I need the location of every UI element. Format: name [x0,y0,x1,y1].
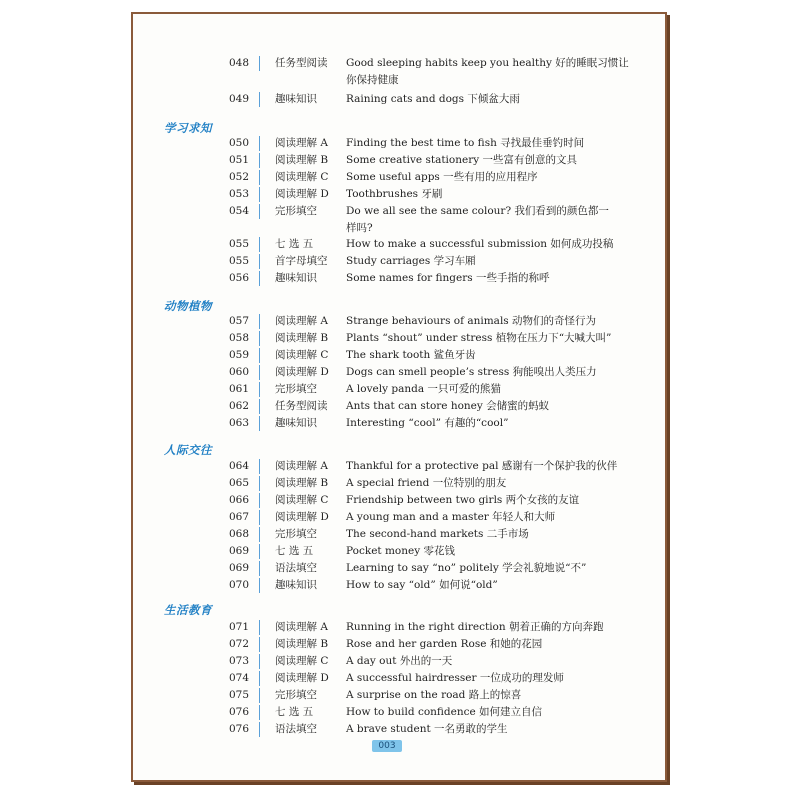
page-ref: 070 [229,579,250,591]
entry-title: Raining cats and dogs 下倾盆大雨 [346,93,520,105]
page-ref: 072 [229,638,250,650]
exercise-type: 完形填空 [275,528,317,540]
divider [259,314,260,329]
divider [259,204,260,219]
exercise-type: 阅读理解 D [275,511,329,523]
page-ref: 071 [229,621,250,633]
page-ref: 053 [229,188,250,200]
exercise-type: 趣味知识 [275,272,317,284]
exercise-type: 阅读理解 B [275,332,329,344]
page-ref: 069 [229,545,250,557]
exercise-type: 趣味知识 [275,417,317,429]
divider [259,544,260,559]
entry-title: A surprise on the road 路上的惊喜 [346,689,522,701]
page-ref: 069 [229,562,250,574]
page-ref: 061 [229,383,250,395]
exercise-type: 完形填空 [275,205,317,217]
exercise-type: 阅读理解 B [275,154,329,166]
page-ref: 051 [229,154,250,166]
divider [259,578,260,593]
exercise-type: 阅读理解 D [275,366,329,378]
exercise-type: 阅读理解 A [275,621,328,633]
entry-title: Strange behaviours of animals 动物们的奇怪行为 [346,315,597,327]
entry-title: A special friend 一位特别的朋友 [346,477,507,489]
divider [259,637,260,652]
exercise-type: 趣味知识 [275,93,317,105]
page-ref: 056 [229,272,250,284]
exercise-type: 阅读理解 B [275,638,329,650]
page-ref: 060 [229,366,250,378]
entry-title: A day out 外出的一天 [346,655,453,667]
entry-title: Rose and her garden Rose 和她的花园 [346,638,543,650]
entry-title: Do we all see the same colour? 我们看到的颜色都一 [346,205,609,217]
exercise-type: 阅读理解 C [275,494,329,506]
exercise-type: 语法填空 [275,723,317,735]
exercise-type: 阅读理解 A [275,137,328,149]
page-ref: 073 [229,655,250,667]
divider [259,527,260,542]
entry-title: Thankful for a protective pal 感谢有一个保护我的伙伴 [346,460,618,472]
divider [259,493,260,508]
page-ref: 050 [229,137,250,149]
divider [259,237,260,252]
divider [259,331,260,346]
entry-title: Friendship between two girls 两个女孩的友谊 [346,494,580,506]
section-title-relationships: 人际交往 [164,443,212,457]
page-ref: 074 [229,672,250,684]
page-number: 003 [372,740,402,752]
divider [259,688,260,703]
entry-title: Finding the best time to fish 寻找最佳垂钓时间 [346,137,585,149]
divider [259,671,260,686]
page-ref: 055 [229,238,250,250]
entry-title: Pocket money 零花钱 [346,545,455,557]
entry-title: Some names for fingers 一些手指的称呼 [346,272,550,284]
exercise-type: 完形填空 [275,689,317,701]
entry-title-continued: 样吗? [346,222,373,234]
exercise-type: 阅读理解 C [275,171,329,183]
divider [259,416,260,431]
exercise-type: 七 选 五 [275,238,314,250]
divider [259,271,260,286]
page-ref: 049 [229,93,250,105]
section-title-learning: 学习求知 [164,121,212,135]
exercise-type: 阅读理解 D [275,672,329,684]
exercise-type: 语法填空 [275,562,317,574]
page-ref: 067 [229,511,250,523]
divider [259,620,260,635]
exercise-type: 任务型阅读 [275,57,328,69]
entry-title: A brave student 一名勇敢的学生 [346,723,508,735]
divider [259,705,260,720]
entry-title: A successful hairdresser 一位成功的理发师 [346,672,564,684]
divider [259,459,260,474]
exercise-type: 阅读理解 A [275,315,328,327]
entry-title: How to build confidence 如何建立自信 [346,706,543,718]
page-ref: 058 [229,332,250,344]
divider [259,92,260,107]
exercise-type: 阅读理解 C [275,655,329,667]
page-ref: 076 [229,706,250,718]
page-ref: 076 [229,723,250,735]
entry-title: Learning to say “no” politely 学会礼貌地说“不” [346,562,587,574]
page-ref: 052 [229,171,250,183]
page-ref: 048 [229,57,250,69]
exercise-type: 七 选 五 [275,706,314,718]
exercise-type: 趣味知识 [275,579,317,591]
entry-title: Ants that can store honey 会储蜜的蚂蚁 [346,400,550,412]
exercise-type: 阅读理解 D [275,188,329,200]
page-ref: 057 [229,315,250,327]
divider [259,187,260,202]
entry-title: Running in the right direction 朝着正确的方向奔跑 [346,621,604,633]
exercise-type: 完形填空 [275,383,317,395]
entry-title: Toothbrushes 牙刷 [346,188,443,200]
page-ref: 068 [229,528,250,540]
entry-title: Some useful apps 一些有用的应用程序 [346,171,538,183]
entry-title: A young man and a master 年轻人和大师 [346,511,556,523]
entry-title: Study carriages 学习车厢 [346,255,476,267]
exercise-type: 首字母填空 [275,255,328,267]
exercise-type: 阅读理解 B [275,477,329,489]
entry-title: A lovely panda 一只可爱的熊猫 [346,383,501,395]
page-ref: 066 [229,494,250,506]
entry-title: Good sleeping habits keep you healthy 好的睡眠习惯让 [346,57,629,69]
page-ref: 065 [229,477,250,489]
entry-title: The second-hand markets 二手市场 [346,528,529,540]
section-title-life-education: 生活教育 [164,603,212,617]
page-ref: 055 [229,255,250,267]
divider [259,136,260,151]
exercise-type: 阅读理解 A [275,460,328,472]
divider [259,254,260,269]
page-ref: 062 [229,400,250,412]
divider [259,399,260,414]
divider [259,382,260,397]
divider [259,153,260,168]
divider [259,365,260,380]
page-ref: 063 [229,417,250,429]
divider [259,170,260,185]
entry-title: Interesting “cool” 有趣的“cool” [346,417,509,429]
page-ref: 075 [229,689,250,701]
exercise-type: 阅读理解 C [275,349,329,361]
entry-title: The shark tooth 鲨鱼牙齿 [346,349,476,361]
entry-title: Dogs can smell people’s stress 狗能嗅出人类压力 [346,366,597,378]
divider [259,722,260,737]
entry-title-continued: 你保持健康 [346,74,399,86]
section-title-animals-plants: 动物植物 [164,299,212,313]
entry-title: How to say “old” 如何说“old” [346,579,498,591]
divider [259,476,260,491]
page-ref: 054 [229,205,250,217]
page-ref: 064 [229,460,250,472]
entry-title: Plants “shout” under stress 植物在压力下“大喊大叫” [346,332,612,344]
divider [259,348,260,363]
divider [259,561,260,576]
exercise-type: 七 选 五 [275,545,314,557]
divider [259,510,260,525]
entry-title: How to make a successful submission 如何成功投稿 [346,238,614,250]
entry-title: Some creative stationery 一些富有创意的文具 [346,154,577,166]
page-ref: 059 [229,349,250,361]
divider [259,654,260,669]
divider [259,56,260,71]
exercise-type: 任务型阅读 [275,400,328,412]
